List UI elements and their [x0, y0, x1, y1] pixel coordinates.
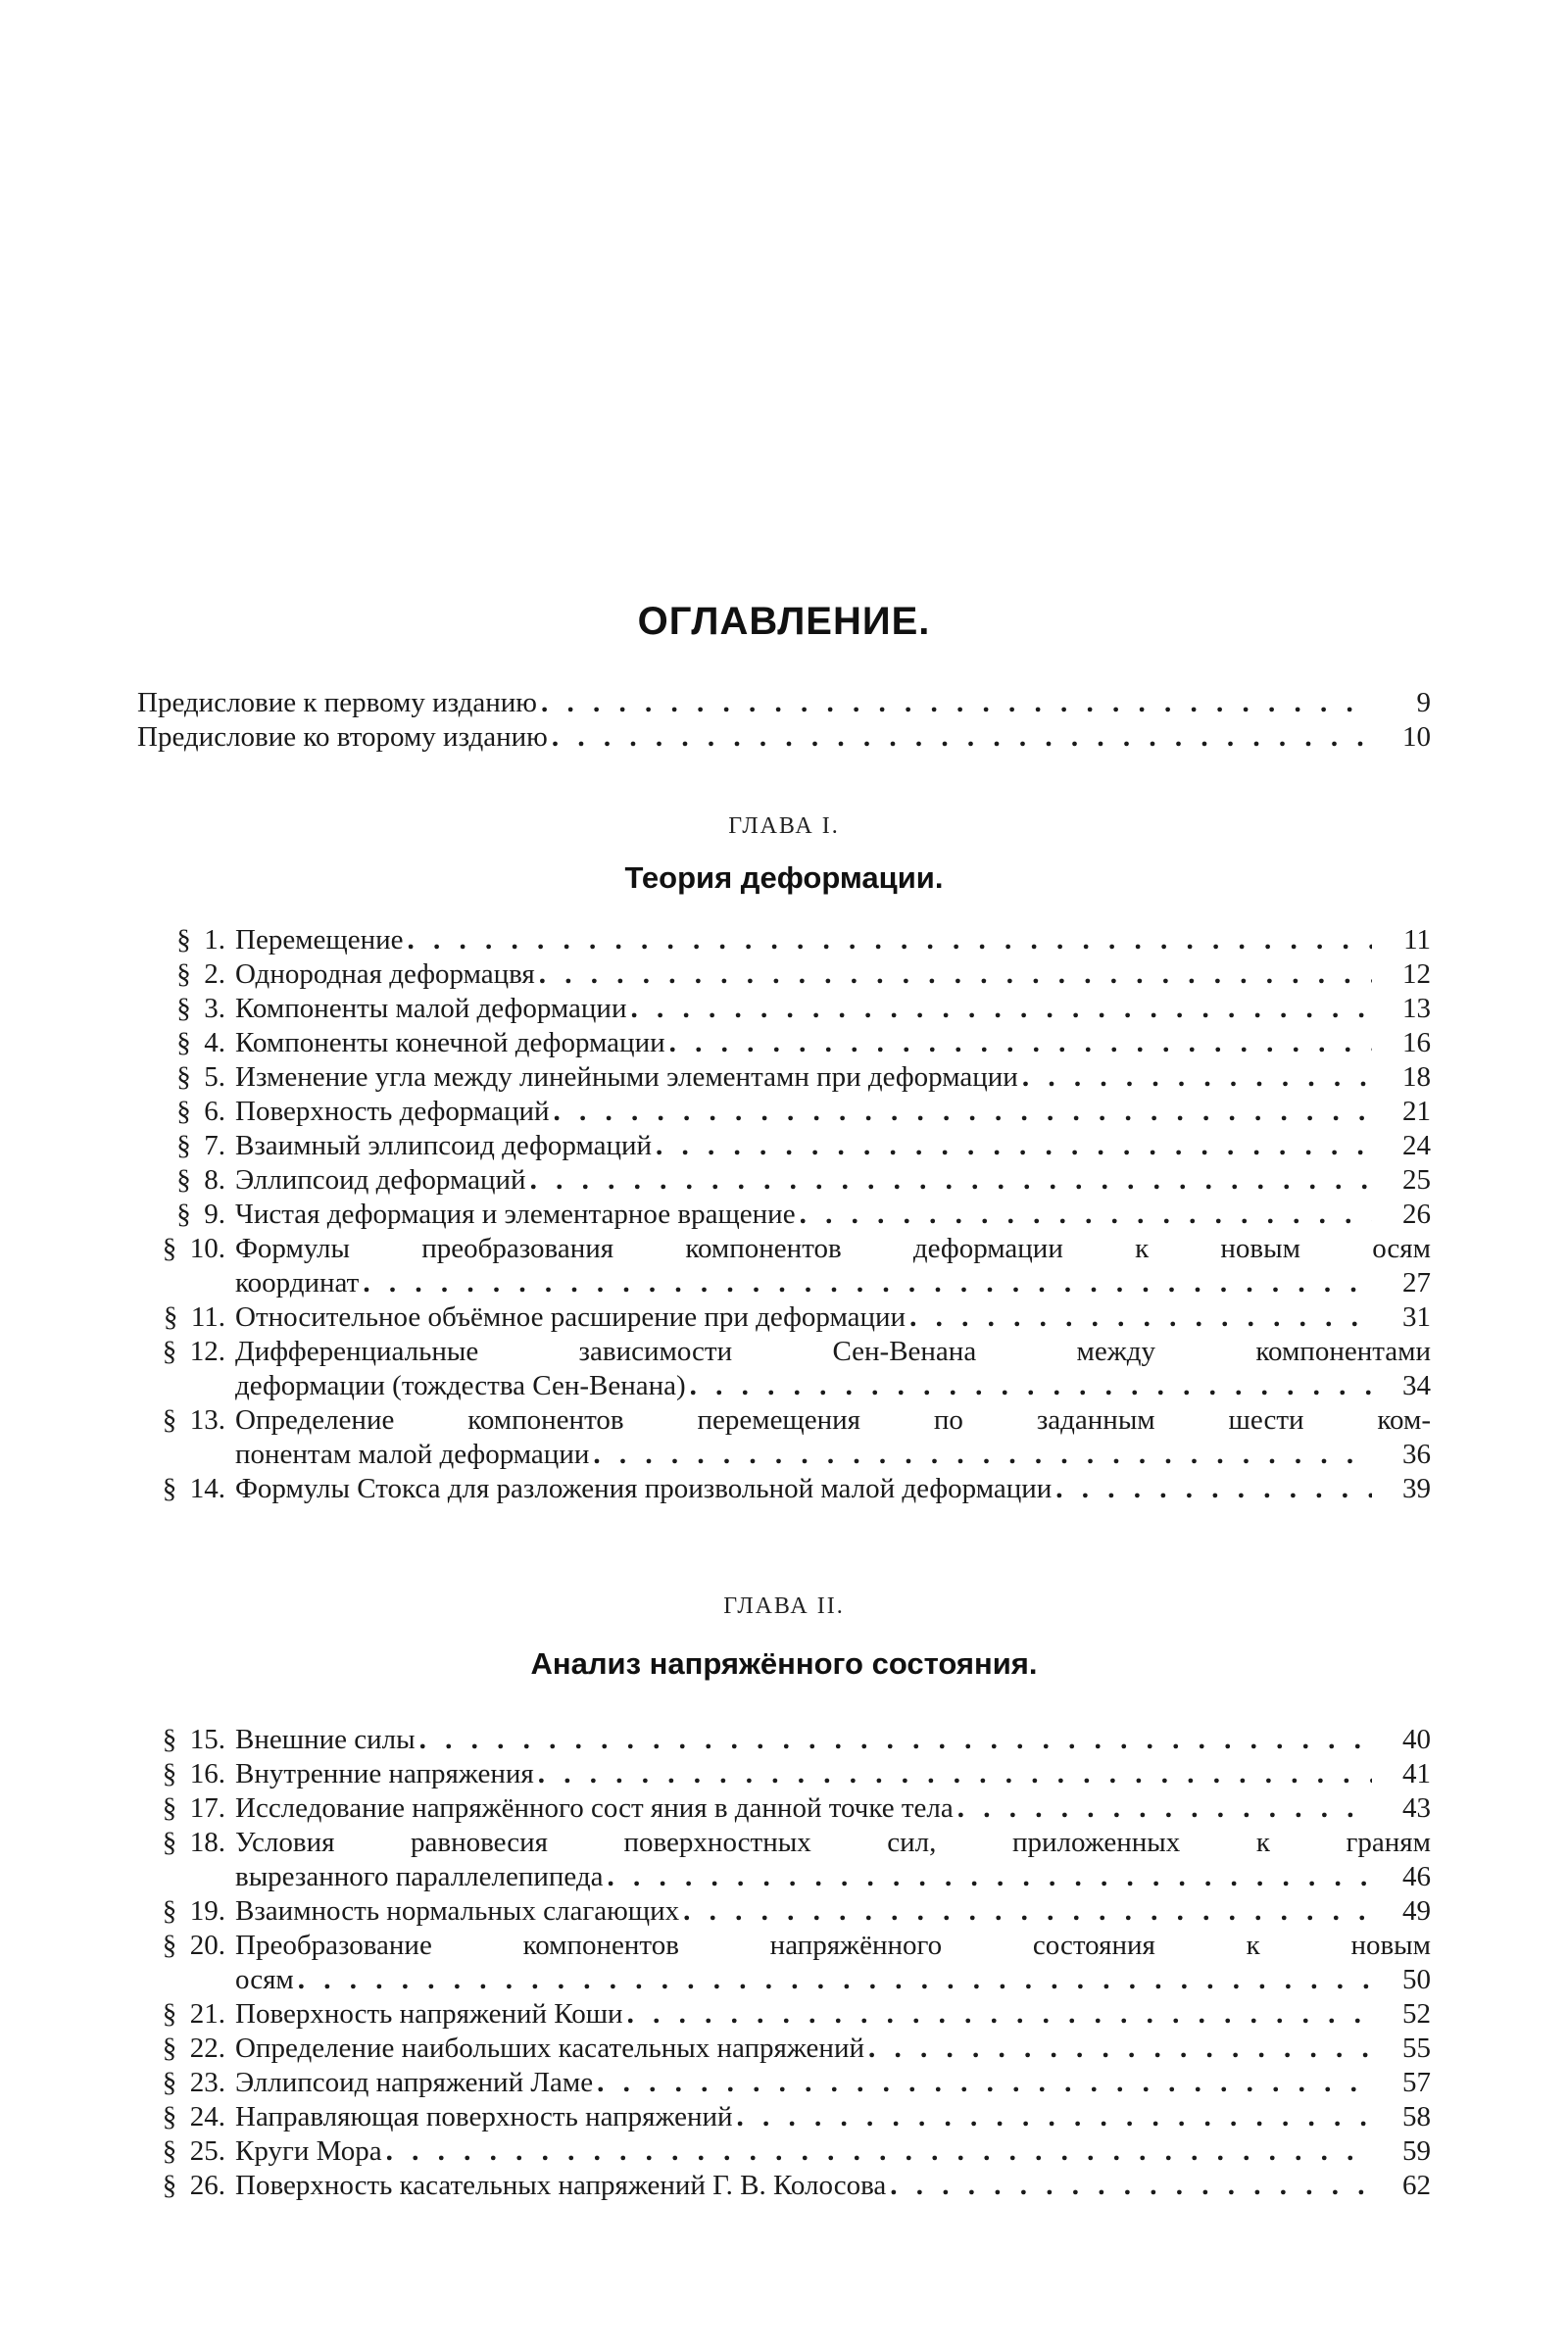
dot-leader [665, 1026, 1372, 1060]
toc-row [137, 2066, 1431, 2100]
toc-entry: Преобразование компонентов напряжённого состояния к новым [235, 1930, 1431, 1961]
section-number [137, 2100, 225, 2134]
section-index: 15. [189, 1724, 225, 1755]
section-number [137, 957, 225, 992]
toc-row [137, 1232, 1431, 1266]
section-sign: § [162, 1724, 177, 1755]
entry-title: вырезанного параллелепипеда [235, 1861, 604, 1892]
page-number: 34 [1402, 1370, 1431, 1401]
section-number [137, 1723, 225, 1757]
entry-title: Эллипсоид деформаций [235, 1164, 526, 1196]
entry-title: Эллипсоид напряжений Ламе [235, 2067, 594, 2098]
entry-title: Круги Мора [235, 2135, 382, 2167]
dot-leader [652, 1129, 1372, 1163]
dot-leader [886, 2169, 1372, 2203]
entry-title: Поверхность деформаций [235, 1096, 550, 1127]
section-sign: § [162, 1998, 177, 2030]
entry-title: Чистая деформация и элементарное вращение [235, 1199, 796, 1230]
page-number: 49 [1402, 1895, 1431, 1927]
section-sign: § [176, 1164, 191, 1196]
section-index: 22. [189, 2033, 225, 2064]
entry-title: Изменение угла между линейными элементамн при деформации [235, 1061, 1018, 1093]
entry-title: Однородная деформацвя [235, 958, 535, 990]
toc-entry [137, 686, 1372, 720]
section-sign: § [176, 1199, 191, 1230]
toc-entry [235, 1129, 1372, 1163]
section-index: 6. [204, 1096, 225, 1127]
toc-entry [235, 2066, 1372, 2100]
section-index: 12. [189, 1336, 225, 1367]
section-sign: § [162, 2170, 177, 2201]
section-number [137, 1095, 225, 1129]
dot-leader [416, 1723, 1372, 1757]
toc-row [137, 1723, 1431, 1757]
section-number [137, 2134, 225, 2169]
section-sign: § [176, 993, 191, 1024]
toc-row [137, 1860, 1431, 1894]
section-index: 24. [189, 2101, 225, 2132]
dot-leader [593, 2066, 1372, 2100]
entry-title: Поверхность касательных напряжений Г. В. Колосова [235, 2170, 887, 2201]
entry-title: Предисловие к первому изданию [137, 687, 537, 718]
section-index: 17. [189, 1792, 225, 1824]
toc-row [137, 1997, 1431, 2032]
toc-row [137, 2134, 1431, 2169]
page-number: 18 [1402, 1061, 1431, 1093]
section-sign: § [162, 1792, 177, 1824]
section-index: 16. [189, 1758, 225, 1789]
section-index: 20. [189, 1930, 225, 1961]
section-number [137, 1232, 225, 1266]
chapter-1-label: ГЛАВА I. [728, 813, 840, 839]
toc-row [137, 1791, 1431, 1826]
section-index: 7. [204, 1130, 225, 1161]
toc-row [137, 1198, 1431, 1232]
entry-title: Поверхность напряжений Коши [235, 1998, 623, 2030]
toc-row [137, 2100, 1431, 2134]
page-title: ОГЛАВЛЕНИЕ. [637, 600, 931, 643]
toc-row [137, 2169, 1431, 2203]
toc-row [137, 957, 1431, 992]
page-number: 13 [1402, 993, 1431, 1024]
section-index: 11. [190, 1301, 225, 1333]
section-number [137, 1198, 225, 1232]
section-index: 2. [204, 958, 225, 990]
entry-title: Относительное объёмное расширение при деформации [235, 1301, 906, 1333]
toc-row [137, 1095, 1431, 1129]
page-number: 11 [1403, 924, 1431, 956]
toc-entry [235, 2169, 1372, 2203]
page-number: 31 [1402, 1301, 1431, 1333]
section-index: 23. [189, 2067, 225, 2098]
page-number: 41 [1402, 1758, 1431, 1789]
toc-entry: Условия равновесия поверхностных сил, приложенных к граням [235, 1827, 1431, 1858]
section-number [137, 1026, 225, 1060]
section-sign: § [162, 1336, 177, 1367]
dot-leader [1052, 1472, 1372, 1506]
toc-entry [235, 1300, 1372, 1335]
dot-leader [359, 1266, 1372, 1300]
toc-entry [235, 957, 1372, 992]
entry-title: координат [235, 1267, 360, 1298]
section-sign: § [176, 1061, 191, 1093]
entry-title: Компоненты конечной деформации [235, 1027, 665, 1058]
section-sign: § [162, 1758, 177, 1789]
section-number [137, 1472, 225, 1506]
toc-entry [235, 2032, 1372, 2066]
entry-title: осям [235, 1964, 294, 1995]
toc-row [137, 1129, 1431, 1163]
dot-leader [526, 1163, 1372, 1198]
toc-entry [235, 1266, 1372, 1300]
dot-leader [382, 2134, 1372, 2169]
toc-entry [235, 1438, 1372, 1472]
entry-title: Предисловие ко второму изданию [137, 721, 548, 753]
dot-leader [733, 2100, 1372, 2134]
toc-row [137, 1963, 1431, 1997]
page-number: 43 [1402, 1792, 1431, 1824]
section-number [137, 1757, 225, 1791]
section-index: 14. [189, 1473, 225, 1504]
page-number: 39 [1402, 1473, 1431, 1504]
toc-row [137, 992, 1431, 1026]
toc-entry [235, 2100, 1372, 2134]
page-number: 25 [1402, 1164, 1431, 1196]
entry-title: Формулы Стокса для разложения произвольной малой деформации [235, 1473, 1053, 1504]
section-sign: § [176, 1130, 191, 1161]
entry-title: Определение наибольших касательных напряжений [235, 2033, 864, 2064]
toc-entry: Формулы преобразования компонентов деформации к новым осям [235, 1233, 1431, 1264]
page-number: 46 [1402, 1861, 1431, 1892]
page-number: 12 [1402, 958, 1431, 990]
dot-leader [534, 1757, 1372, 1791]
section-number [137, 1791, 225, 1826]
section-index: 1. [204, 924, 225, 956]
section-index: 25. [189, 2135, 225, 2167]
dot-leader [679, 1894, 1372, 1929]
section-index: 19. [189, 1895, 225, 1927]
chapter-2-section-list [137, 1723, 1431, 2203]
page-number: 21 [1402, 1096, 1431, 1127]
section-number [137, 2032, 225, 2066]
dot-leader [1018, 1060, 1372, 1095]
entry-title: Внешние силы [235, 1724, 416, 1755]
page-number: 26 [1402, 1199, 1431, 1230]
page-number: 58 [1402, 2101, 1431, 2132]
chapter-1-section-list [137, 923, 1431, 1506]
toc-entry [235, 1472, 1372, 1506]
toc-row [137, 720, 1431, 755]
toc-entry [235, 1860, 1372, 1894]
toc-row [137, 1894, 1431, 1929]
page-number: 50 [1402, 1964, 1431, 1995]
entry-title: понентам малой деформации [235, 1439, 590, 1470]
entry-title: Исследование напряжённого сост яния в данной точке тела [235, 1792, 954, 1824]
toc-row [137, 1403, 1431, 1438]
preface-list [137, 686, 1431, 755]
toc-row [137, 1472, 1431, 1506]
dot-leader [535, 957, 1372, 992]
dot-leader [796, 1198, 1372, 1232]
page-number: 52 [1402, 1998, 1431, 2030]
toc-entry [235, 1026, 1372, 1060]
page-number: 62 [1402, 2170, 1431, 2201]
section-index: 3. [204, 993, 225, 1024]
toc-entry [235, 1791, 1372, 1826]
toc-entry [235, 1095, 1372, 1129]
dot-leader [589, 1438, 1372, 1472]
section-index: 21. [189, 1998, 225, 2030]
toc-entry [235, 1369, 1372, 1403]
toc-entry: Определение компонентов перемещения по заданным шести ком- [235, 1404, 1431, 1436]
toc-row [137, 2032, 1431, 2066]
section-number [137, 1997, 225, 2032]
section-number [137, 1929, 225, 1963]
page-number: 55 [1402, 2033, 1431, 2064]
section-number [137, 1335, 225, 1369]
section-sign: § [163, 1301, 178, 1333]
section-sign: § [162, 2101, 177, 2132]
dot-leader [686, 1369, 1372, 1403]
toc-row [137, 1929, 1431, 1963]
page-number: 27 [1402, 1267, 1431, 1298]
dot-leader [550, 1095, 1372, 1129]
toc-row [137, 1163, 1431, 1198]
page-number: 9 [1416, 687, 1431, 718]
section-sign: § [162, 1233, 177, 1264]
entry-title: Перемещение [235, 924, 404, 956]
page-number: 57 [1402, 2067, 1431, 2098]
toc-entry [235, 992, 1372, 1026]
entry-title: деформации (тождества Сен-Венана) [235, 1370, 686, 1401]
page-number: 40 [1402, 1724, 1431, 1755]
dot-leader [623, 1997, 1372, 2032]
entry-title: Взаимность нормальных слагающих [235, 1895, 680, 1927]
page-number: 16 [1402, 1027, 1431, 1058]
section-number [137, 1894, 225, 1929]
section-sign: § [162, 2067, 177, 2098]
toc-entry [235, 1723, 1372, 1757]
toc-entry [235, 1894, 1372, 1929]
section-sign: § [176, 924, 191, 956]
toc-row [137, 1300, 1431, 1335]
toc-entry [235, 1963, 1372, 1997]
dot-leader [604, 1860, 1372, 1894]
dot-leader [404, 923, 1372, 957]
section-sign: § [162, 1404, 177, 1436]
toc-entry [235, 2134, 1372, 2169]
chapter-2-title: Анализ напряжённого состояния. [530, 1646, 1038, 1681]
toc-entry [235, 1163, 1372, 1198]
section-sign: § [176, 1096, 191, 1127]
toc-entry [235, 1198, 1372, 1232]
chapter-1-title: Теория деформации. [624, 860, 944, 895]
section-index: 4. [204, 1027, 225, 1058]
toc-entry: Дифференциальные зависимости Сен-Венана между компонентами [235, 1336, 1431, 1367]
toc-entry [235, 1997, 1372, 2032]
toc-row [137, 1266, 1431, 1300]
section-index: 18. [189, 1827, 225, 1858]
toc-row [137, 686, 1431, 720]
entry-title: Компоненты малой деформации [235, 993, 627, 1024]
section-sign: § [162, 1827, 177, 1858]
section-sign: § [162, 1895, 177, 1927]
dot-leader [864, 2032, 1372, 2066]
section-index: 5. [204, 1061, 225, 1093]
toc-row [137, 923, 1431, 957]
page-number: 24 [1402, 1130, 1431, 1161]
toc-row [137, 1026, 1431, 1060]
chapter-2-label: ГЛАВА II. [723, 1593, 845, 1619]
toc-entry [235, 1757, 1372, 1791]
entry-title: Внутренние напряжения [235, 1758, 534, 1789]
page-number: 36 [1402, 1439, 1431, 1470]
toc-row [137, 1369, 1431, 1403]
toc-row [137, 1438, 1431, 1472]
section-number [137, 2169, 225, 2203]
section-number [137, 2066, 225, 2100]
toc-row [137, 1757, 1431, 1791]
dot-leader [954, 1791, 1372, 1826]
section-sign: § [162, 2033, 177, 2064]
section-sign: § [176, 1027, 191, 1058]
section-number [137, 1403, 225, 1438]
entry-title: Направляющая поверхность напряжений [235, 2101, 733, 2132]
section-index: 9. [204, 1199, 225, 1230]
section-sign: § [162, 1473, 177, 1504]
page-number: 59 [1402, 2135, 1431, 2167]
section-sign: § [176, 958, 191, 990]
section-number [137, 1300, 225, 1335]
toc-row [137, 1335, 1431, 1369]
section-index: 13. [189, 1404, 225, 1436]
toc-row [137, 1826, 1431, 1860]
section-index: 26. [189, 2170, 225, 2201]
section-number [137, 923, 225, 957]
section-sign: § [162, 2135, 177, 2167]
toc-entry [235, 923, 1372, 957]
dot-leader [537, 686, 1372, 720]
toc-row [137, 1060, 1431, 1095]
section-index: 8. [204, 1164, 225, 1196]
entry-title: Взаимный эллипсоид деформаций [235, 1130, 653, 1161]
dot-leader [294, 1963, 1372, 1997]
section-number [137, 1129, 225, 1163]
dot-leader [626, 992, 1372, 1026]
section-number [137, 992, 225, 1026]
section-sign: § [162, 1930, 177, 1961]
section-number [137, 1826, 225, 1860]
toc-entry [137, 720, 1372, 755]
dot-leader [548, 720, 1372, 755]
page-number: 10 [1402, 721, 1431, 753]
section-number [137, 1060, 225, 1095]
toc-entry [235, 1060, 1372, 1095]
section-number [137, 1163, 225, 1198]
section-index: 10. [189, 1233, 225, 1264]
dot-leader [906, 1300, 1372, 1335]
